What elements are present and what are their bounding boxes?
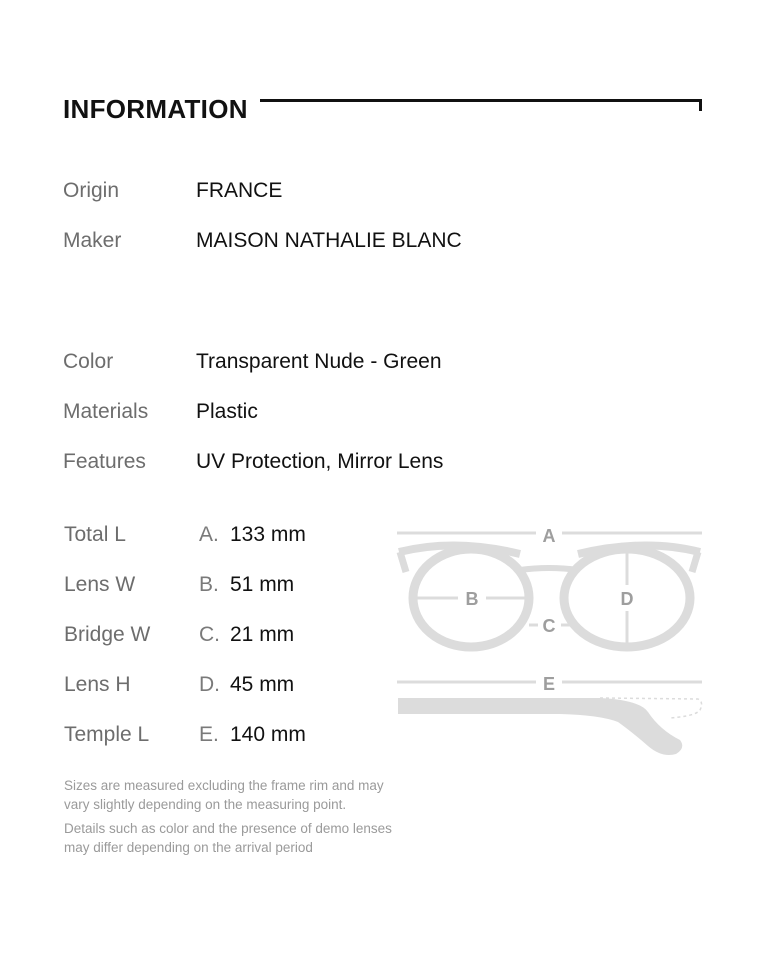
detail-value: Plastic (196, 400, 258, 423)
measure-value: 51 mm (230, 573, 295, 596)
dimension-label-a: A (542, 526, 556, 546)
info-label: Origin (63, 179, 120, 202)
measure-value: 21 mm (230, 623, 295, 646)
size-notes (64, 776, 404, 862)
measure-letter: C. (199, 623, 220, 646)
detail-label: Features (63, 450, 146, 473)
detail-label: Materials (63, 400, 149, 423)
measure-letter: A. (199, 523, 219, 546)
dimension-label-d: D (620, 589, 634, 609)
measure-label: Total L (64, 523, 126, 546)
measure-label: Lens H (64, 673, 131, 696)
info-value: FRANCE (196, 179, 283, 202)
measure-label: Lens W (64, 573, 136, 596)
detail-value: Transparent Nude - Green (196, 350, 442, 373)
detail-value: UV Protection, Mirror Lens (196, 450, 444, 473)
section-title: INFORMATION (63, 94, 248, 124)
detail-label: Color (63, 350, 114, 373)
measure-label: Temple L (64, 723, 150, 746)
dimension-label-c: C (542, 616, 556, 636)
measure-value: 133 mm (230, 523, 306, 546)
size-note: Sizes are measured excluding the frame rim and may vary slightly depending on the measuring point. (64, 778, 384, 812)
dimension-label-b: B (465, 589, 479, 609)
measure-letter: E. (199, 723, 219, 746)
measure-value: 45 mm (230, 673, 295, 696)
measure-value: 140 mm (230, 723, 306, 746)
glasses-diagram (390, 518, 710, 768)
detail-note: Details such as color and the presence of demo lenses may differ depending on the arrival period (64, 821, 392, 855)
dimension-label-e: E (542, 674, 556, 694)
title-rule-end (699, 99, 702, 111)
measure-letter: D. (199, 673, 220, 696)
info-label: Maker (63, 229, 122, 252)
title-rule (260, 99, 701, 102)
measure-letter: B. (199, 573, 219, 596)
temple-arm-icon (398, 698, 682, 755)
measure-label: Bridge W (64, 623, 151, 646)
info-value: MAISON NATHALIE BLANC (196, 229, 462, 252)
